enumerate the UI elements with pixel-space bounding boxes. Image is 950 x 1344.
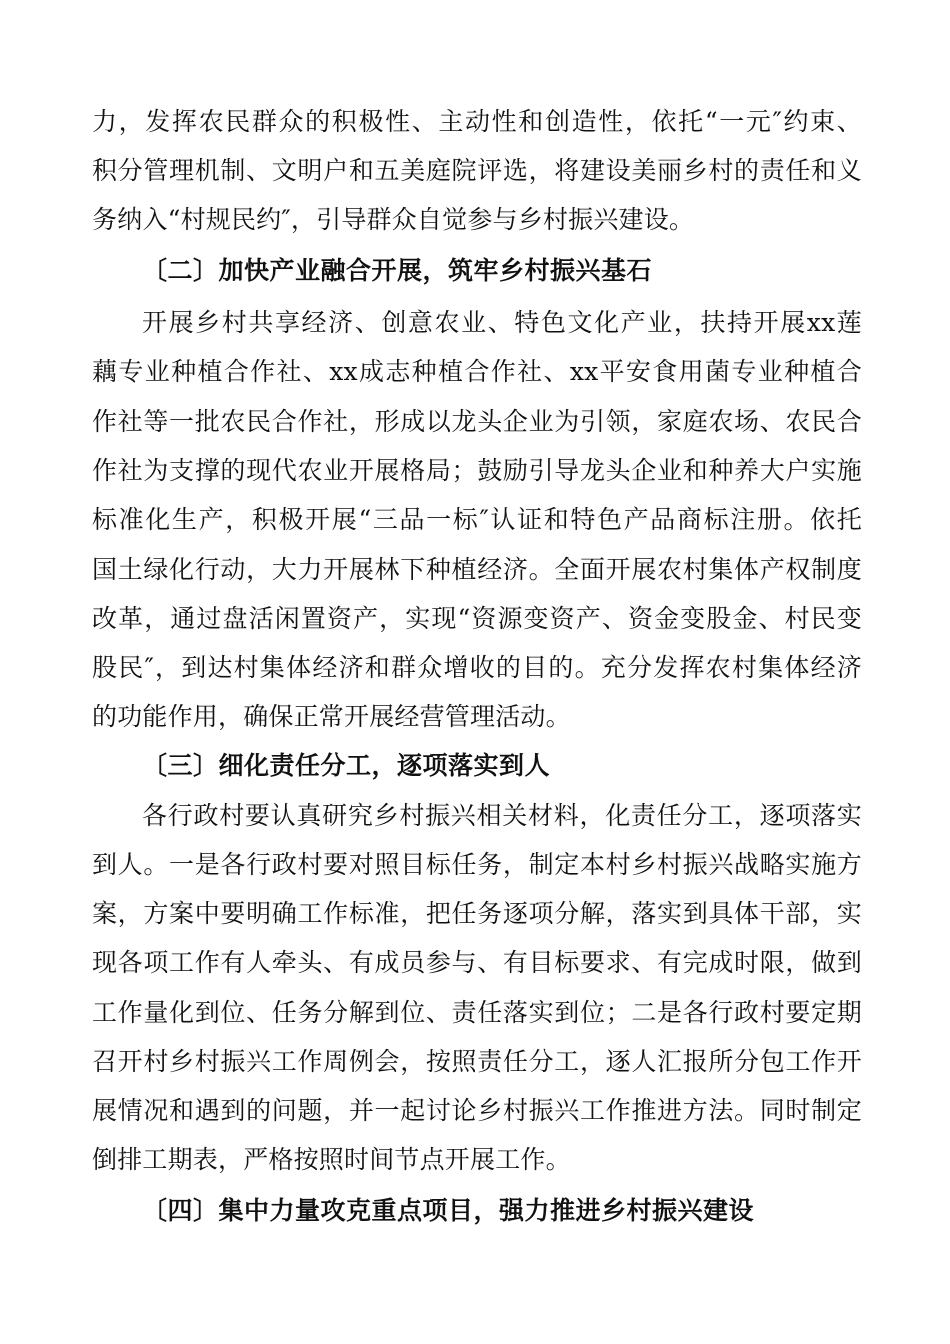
para3-line-1: 各行政村要认真研究乡村振兴相关材料，化责任分工，逐项落实 <box>142 801 862 830</box>
section-heading-2: 〔二〕加快产业融合开展，筑牢乡村振兴基石 <box>142 256 653 285</box>
para2-line-7: 改革，通过盘活闲置资产，实现“资源变资产、资金变股金、村民变 <box>92 604 862 633</box>
para3-line-6: 召开村乡村振兴工作周例会，按照责任分工，逐人汇报所分包工作开 <box>92 1047 862 1076</box>
para2-line-6: 国土绿化行动，大力开展林下种植经济。全面开展农村集体产权制度 <box>92 555 862 584</box>
section-heading-4: 〔四〕集中力量攻克重点项目，强力推进乡村振兴建设 <box>142 1196 755 1225</box>
para3-line-5: 工作量化到位、任务分解到位、责任落实到位；二是各行政村要定期 <box>92 998 862 1027</box>
para2-line-3: 作社等一批农民合作社，形成以龙头企业为引领，家庭农场、农民合 <box>92 407 862 436</box>
para3-line-7: 展情况和遇到的问题，并一起讨论乡村振兴工作推进方法。同时制定 <box>92 1096 862 1125</box>
para1-line-1: 力，发挥农民群众的积极性、主动性和创造性，依托“一元″约束、 <box>92 107 862 136</box>
section-heading-3: 〔三〕细化责任分工，逐项落实到人 <box>142 751 551 780</box>
para2-line-8: 股民″，到达村集体经济和群众增收的目的。充分发挥农村集体经济 <box>92 653 862 682</box>
para2-line-5: 标准化生产，积极开展“三品一标″认证和特色产品商标注册。依托 <box>92 505 862 534</box>
para3-line-4: 现各项工作有人牵头、有成员参与、有目标要求、有完成时限，做到 <box>92 948 862 977</box>
para1-line-2: 积分管理机制、文明户和五美庭院评选，将建设美丽乡村的责任和义 <box>92 156 862 185</box>
para2-line-1: 开展乡村共享经济、创意农业、特色文化产业，扶持开展xx莲 <box>142 308 862 337</box>
para3-line-3: 案，方案中要明确工作标准，把任务逐项分解，落实到具体干部，实 <box>92 899 862 928</box>
para2-line-2: 藕专业种植合作社、xx成志种植合作社、xx平安食用菌专业种植合 <box>92 357 862 386</box>
para3-line-2: 到人。一是各行政村要对照目标任务，制定本村乡村振兴战略实施方 <box>92 850 862 879</box>
para3-line-8: 倒排工期表，严格按照时间节点开展工作。 <box>92 1145 571 1174</box>
para1-line-3: 务纳入“村规民约″，引导群众自觉参与乡村振兴建设。 <box>92 205 695 234</box>
para2-line-4: 作社为支撑的现代农业开展格局；鼓励引导龙头企业和种养大户实施 <box>92 456 862 485</box>
para2-line-9: 的功能作用，确保正常开展经营管理活动。 <box>92 702 571 731</box>
